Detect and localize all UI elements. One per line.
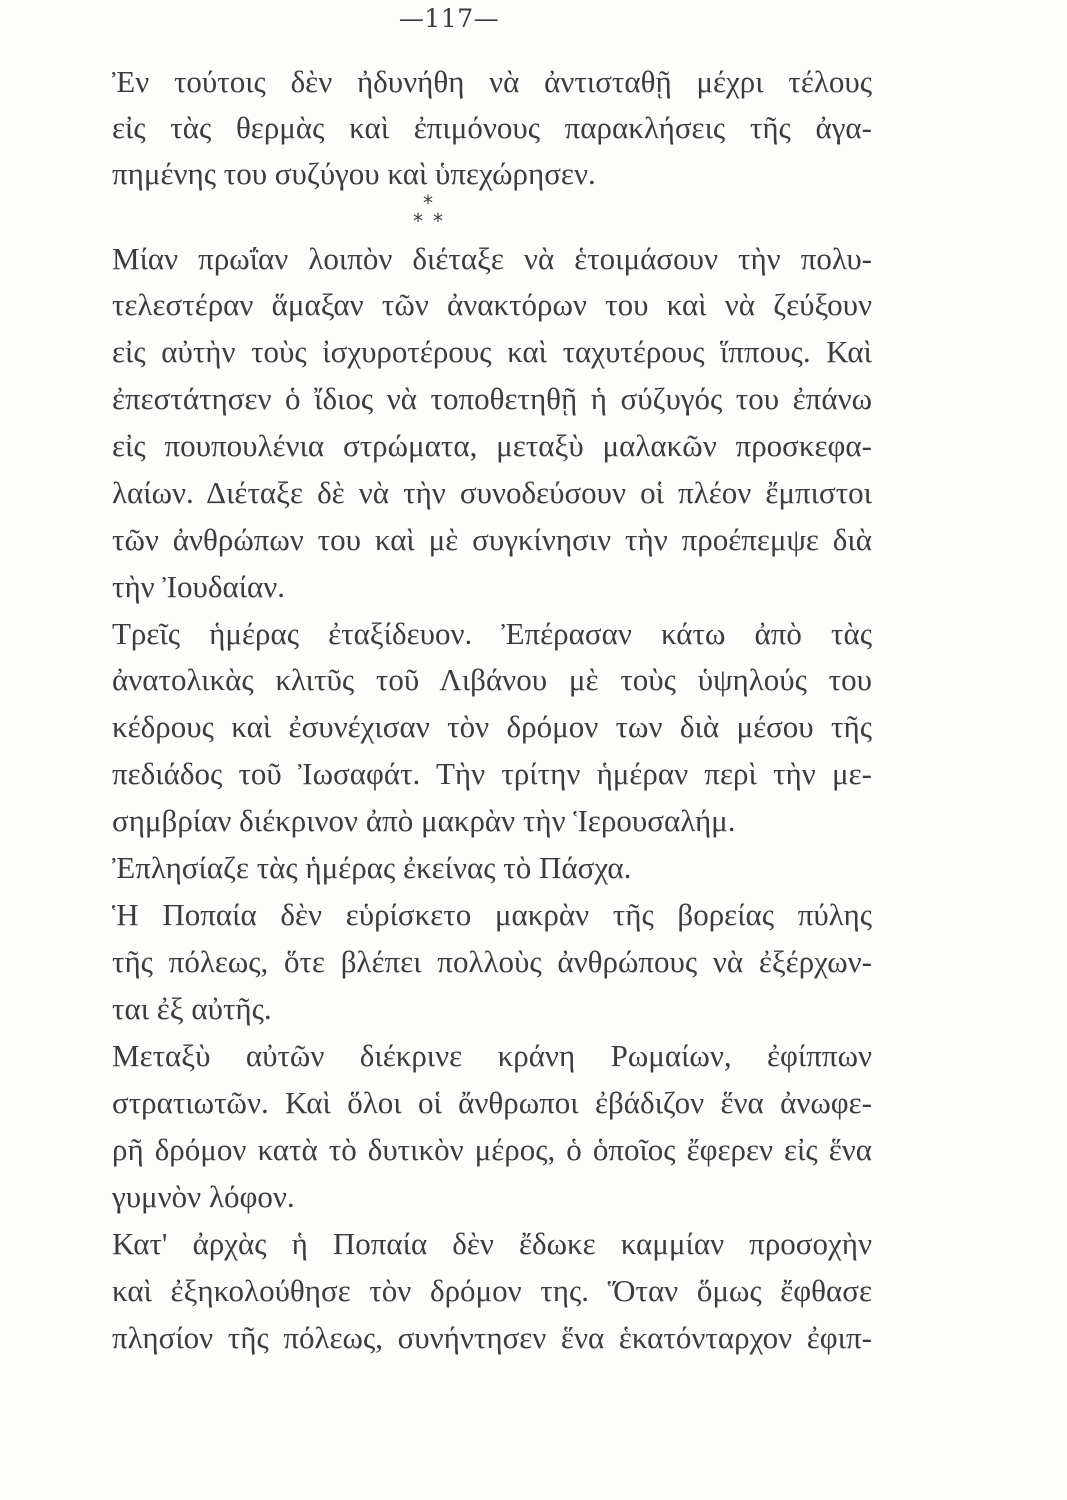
text-line: σημβρίαν διέκρινον ἀπὸ μακρὰν τὴν Ἱερουσαλήμ. <box>112 803 736 838</box>
text-line: Ἐπλησίαζε τὰς ἡμέρας ἐκείνας τὸ Πάσχα. <box>112 850 632 885</box>
text-line: πημένης του συζύγου καὶ ὑπεχώρησεν. <box>112 156 596 191</box>
text-line: ρῆ δρόμον κατὰ τὸ δυτικὸν μέρος, ὁ ὁποῖος ἔφερεν εἰς ἕνα <box>112 1132 872 1167</box>
text-line: Τρεῖς ἡμέρας ἐταξίδευον. Ἐπέρασαν κάτω ἀπὸ τὰς <box>112 616 872 651</box>
text-line: κέδρους καὶ ἐσυνέχισαν τὸν δρόμον των διὰ μέσου τῆς <box>112 709 872 744</box>
text-line: Ἐν τούτοις δὲν ἠδυνήθη νὰ ἀντισταθῇ μέχρι τέλους <box>112 64 872 99</box>
text-line: ἐπεστάτησεν ὁ ἴδιος νὰ τοποθετηθῇ ἡ σύζυγός του ἐπάνω <box>112 381 872 416</box>
text-line: τὴν Ἰουδαίαν. <box>112 569 286 604</box>
text-line: Κατ' ἀρχὰς ἡ Ποπαία δὲν ἔδωκε καμμίαν προσοχὴν <box>112 1226 872 1261</box>
asterism-top: * <box>423 191 433 215</box>
text-line: τῶν ἀνθρώπων του καὶ μὲ συγκίνησιν τὴν προέπεμψε διὰ <box>112 522 872 557</box>
section-break-asterism <box>112 191 744 233</box>
text-line: γυμνὸν λόφον. <box>112 1179 295 1214</box>
text-line: τῆς πόλεως, ὅτε βλέπει πολλοὺς ἀνθρώπους νὰ ἐξέρχων- <box>112 944 872 979</box>
asterism-bottom: ** <box>413 209 453 233</box>
text-line: εἰς πουπουλένια στρώματα, μεταξὺ μαλακῶν προσκεφα- <box>112 428 872 463</box>
text-line: καὶ ἐξηκολούθησε τὸν δρόμον της. Ὅταν ὅμως ἔφθασε <box>112 1273 872 1308</box>
text-line: ται ἐξ αὐτῆς. <box>112 991 272 1026</box>
text-line: λαίων. Διέταξε δὲ νὰ τὴν συνοδεύσουν οἱ πλέον ἔμπιστοι <box>112 475 872 510</box>
text-line: εἰς τὰς θερμὰς καὶ ἐπιμόνους παρακλήσεις τῆς ἀγα- <box>112 110 872 145</box>
text-line: Ἡ Ποπαία δὲν εὑρίσκετο μακρὰν τῆς βορείας πύλης <box>112 897 872 932</box>
text-line: τελεστέραν ἅμαξαν τῶν ἀνακτόρων του καὶ νὰ ζεύξουν <box>112 287 872 322</box>
text-line: Μεταξὺ αὐτῶν διέκρινε κράνη Ρωμαίων, ἐφίππων <box>112 1038 872 1073</box>
text-line: πλησίον τῆς πόλεως, συνήντησεν ἕνα ἑκατόνταρχον ἐφιπ- <box>112 1320 872 1355</box>
text-line: στρατιωτῶν. Καὶ ὅλοι οἱ ἄνθρωποι ἐβάδιζον ἕνα ἀνωφε- <box>112 1085 872 1120</box>
text-line: Μίαν πρωΐαν λοιπὸν διέταξε νὰ ἑτοιμάσουν τὴν πολυ- <box>112 241 872 276</box>
text-line: εἰς αὐτὴν τοὺς ἰσχυροτέρους καὶ ταχυτέρους ἵππους. Καὶ <box>112 334 872 369</box>
page-number: —117— <box>398 4 500 33</box>
text-line: πεδιάδος τοῦ Ἰωσαφάτ. Τὴν τρίτην ἡμέραν περὶ τὴν με- <box>112 756 872 791</box>
text-line: ἀνατολικὰς κλιτῦς τοῦ Λιβάνου μὲ τοὺς ὑψηλούς του <box>112 662 872 697</box>
